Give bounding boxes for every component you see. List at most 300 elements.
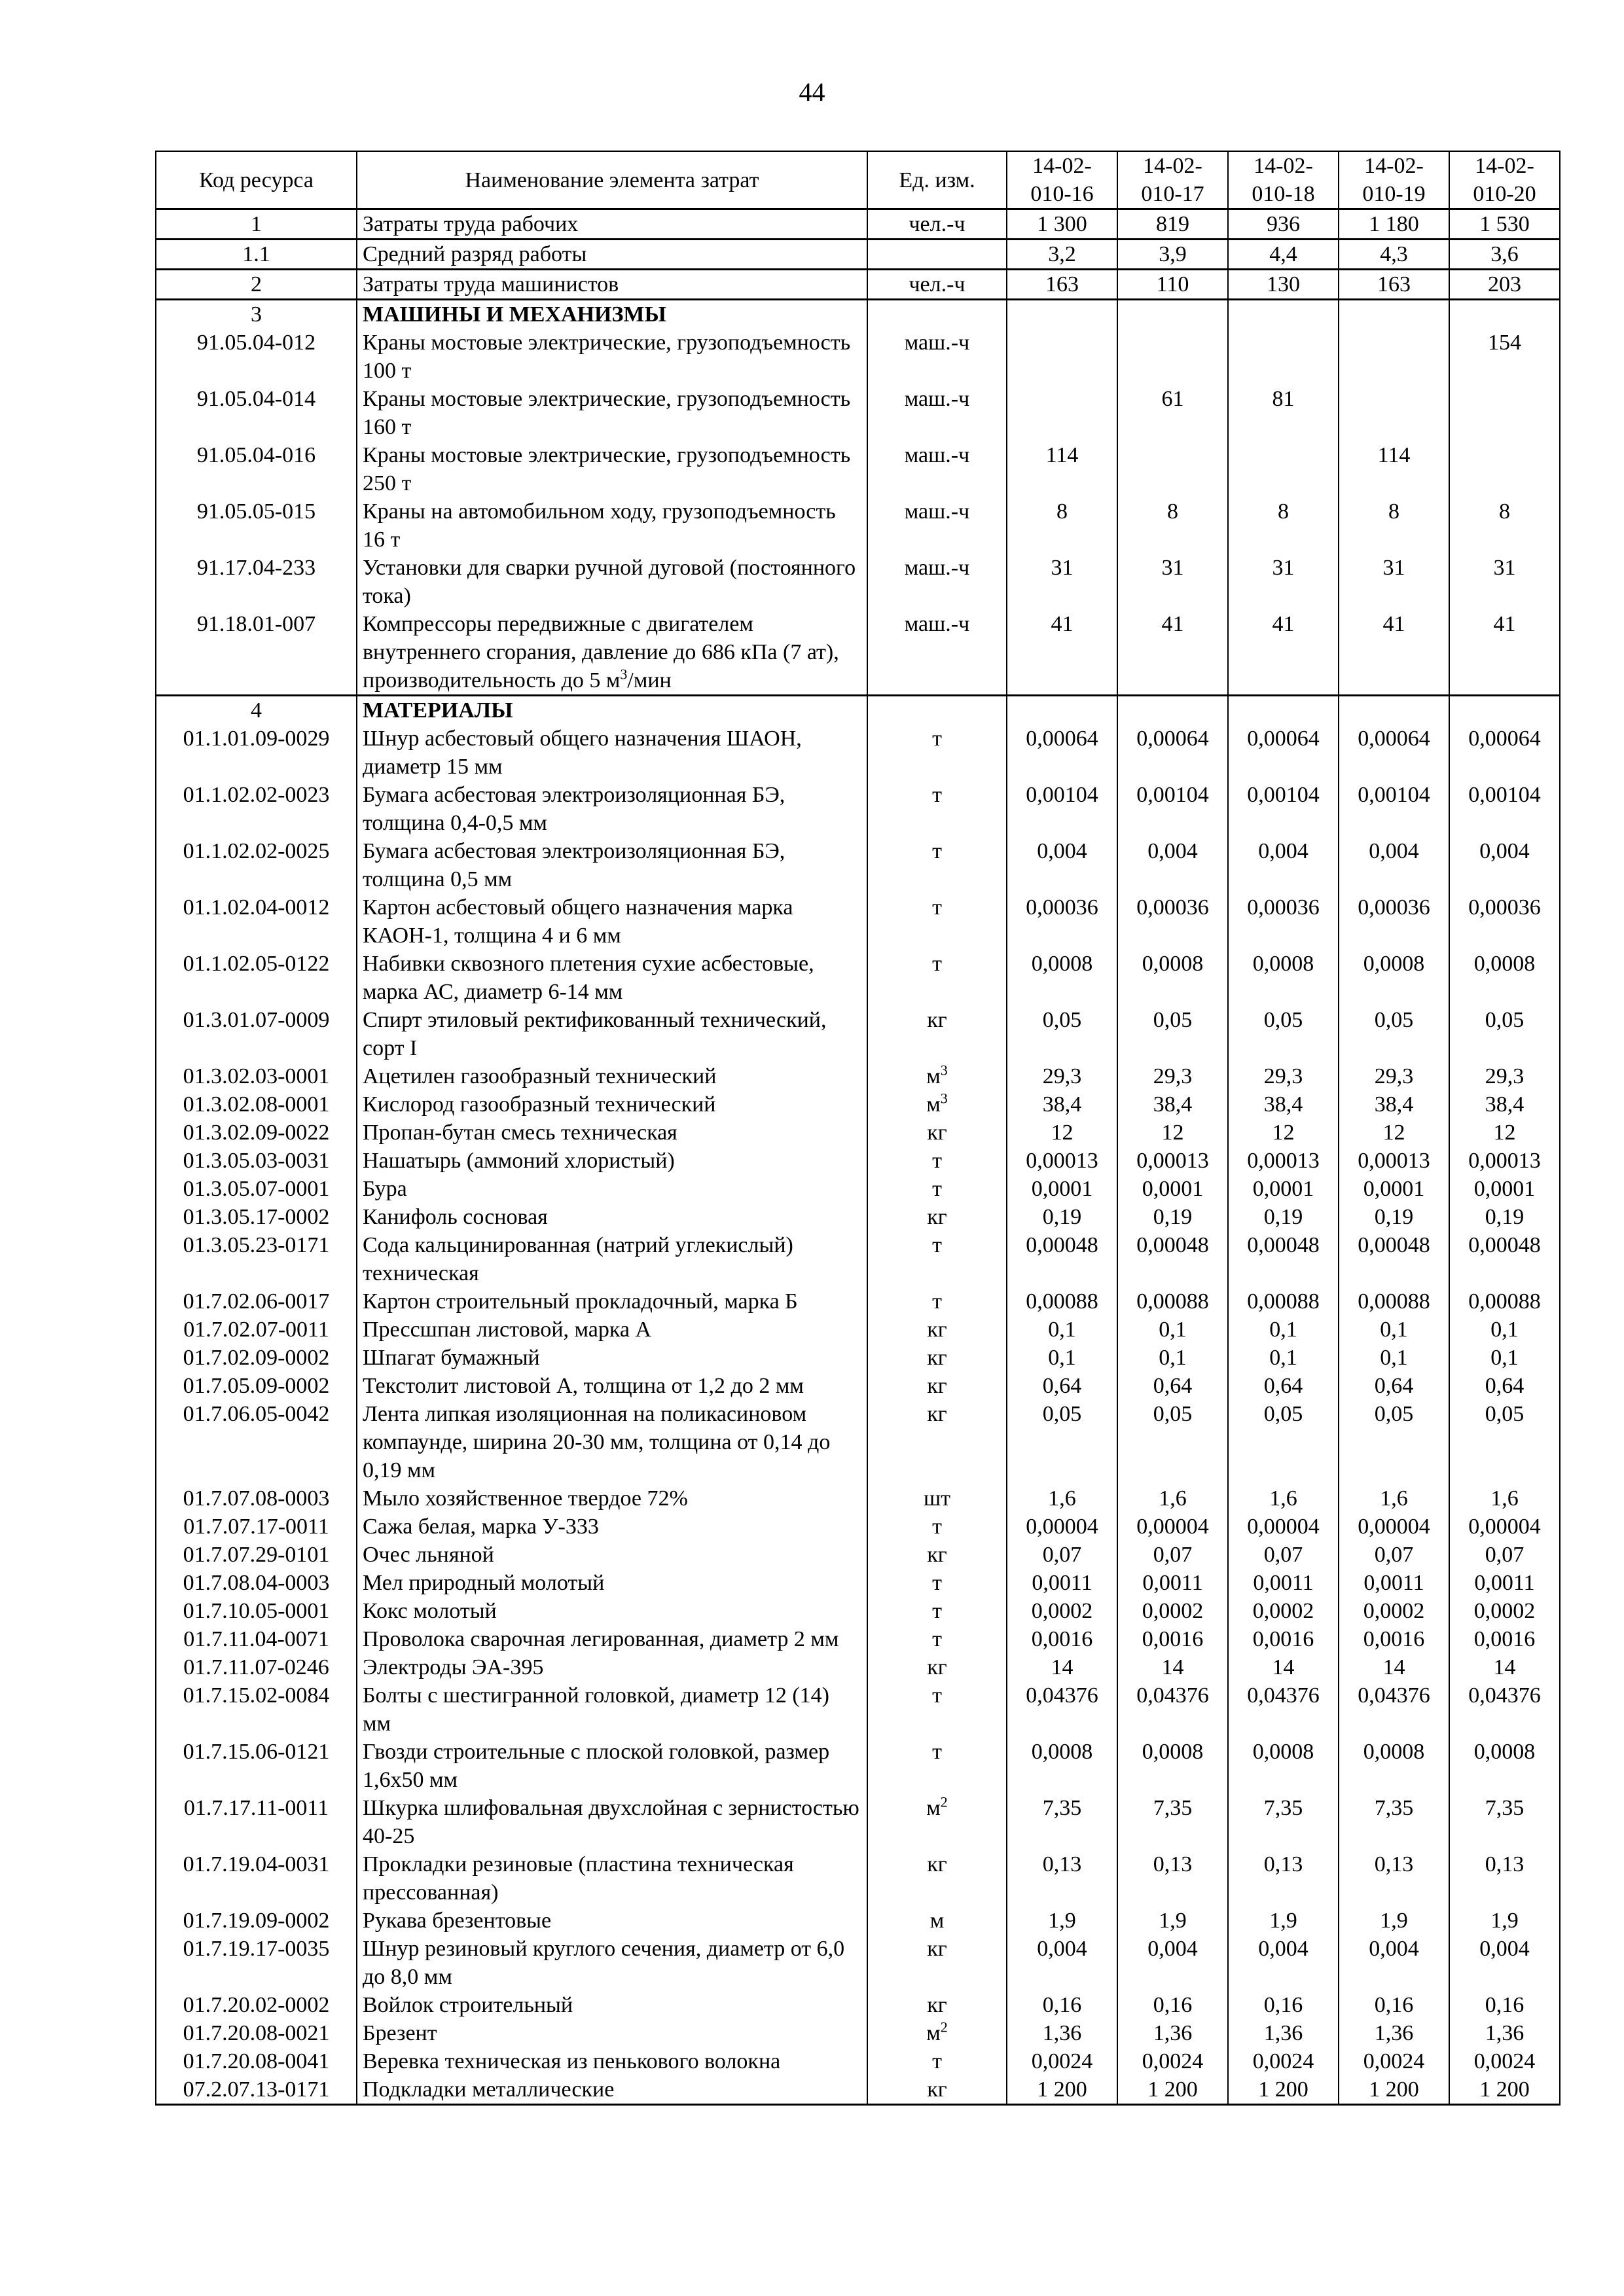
unit-cell: кг [867, 1541, 1007, 1569]
value-cell: 1,9 [1228, 1907, 1339, 1935]
cost-element-name-cell: Краны мостовые электрические, грузоподъемность 160 т [357, 385, 867, 441]
resource-code-cell: 01.3.02.08-0001 [156, 1090, 357, 1119]
cost-element-name-cell: Лента липкая изоляционная на поликасиновом компаунде, ширина 20-30 мм, толщина от 0,14 до 0,19 мм [357, 1400, 867, 1484]
cost-element-name-cell: Текстолит листовой А, толщина от 1,2 до 2 мм [357, 1372, 867, 1400]
value-cell: 0,0002 [1449, 1597, 1560, 1625]
header-variant: 14-02- 010-18 [1228, 151, 1339, 209]
resource-code-cell: 91.18.01-007 [156, 610, 357, 696]
value-cell: 29,3 [1007, 1062, 1117, 1090]
value-cell: 0,00036 [1228, 893, 1339, 950]
cost-element-name-cell: МАШИНЫ И МЕХАНИЗМЫ [357, 300, 867, 329]
value-cell: 38,4 [1007, 1090, 1117, 1119]
value-cell: 0,00048 [1228, 1231, 1339, 1287]
cost-element-name-cell: Веревка техническая из пенькового волокна [357, 2047, 867, 2075]
value-cell: 0,19 [1117, 1203, 1228, 1231]
value-cell: 0,004 [1117, 837, 1228, 893]
value-cell: 0,0001 [1007, 1175, 1117, 1203]
resource-code-cell: 2 [156, 270, 357, 300]
unit-cell: кг [867, 1653, 1007, 1681]
value-cell [1228, 329, 1339, 385]
unit-cell: кг [867, 1400, 1007, 1484]
resource-code-cell: 91.05.04-016 [156, 441, 357, 497]
value-cell: 0,00004 [1449, 1513, 1560, 1541]
value-cell: 0,05 [1228, 1400, 1339, 1484]
table-header-row [156, 151, 1560, 209]
header-variant: 14-02- 010-17 [1117, 151, 1228, 209]
value-cell: 0,00013 [1339, 1147, 1449, 1175]
value-cell [1449, 696, 1560, 725]
resource-code-cell: 01.7.07.08-0003 [156, 1484, 357, 1513]
unit-cell: т [867, 1597, 1007, 1625]
value-cell [1117, 441, 1228, 497]
table-row [156, 1738, 1560, 1794]
value-cell: 0,00104 [1117, 781, 1228, 837]
unit-cell: т [867, 2047, 1007, 2075]
table-row [156, 1147, 1560, 1175]
table-row [156, 329, 1560, 385]
value-cell: 0,00048 [1117, 1231, 1228, 1287]
cost-element-name-cell: Компрессоры передвижные с двигателем внутреннего сгорания, давление до 686 кПа (7 ат), производительность до 5 $м^3$/мин [357, 610, 867, 696]
value-cell: 0,16 [1117, 1991, 1228, 2019]
value-cell: 1,9 [1117, 1907, 1228, 1935]
unit-cell: т [867, 725, 1007, 781]
value-cell [1339, 329, 1449, 385]
cost-element-name-cell: Ацетилен газообразный технический [357, 1062, 867, 1090]
value-cell: 0,00088 [1228, 1287, 1339, 1316]
value-cell: 0,07 [1007, 1541, 1117, 1569]
value-cell: 0,07 [1339, 1541, 1449, 1569]
header-code: Код ресурса [156, 151, 357, 209]
value-cell: 0,1 [1007, 1316, 1117, 1344]
resource-code-cell: 01.3.02.09-0022 [156, 1119, 357, 1147]
resource-code-cell: 01.3.05.23-0171 [156, 1231, 357, 1287]
unit-cell: т [867, 1513, 1007, 1541]
value-cell: 31 [1449, 554, 1560, 610]
unit-cell: шт [867, 1484, 1007, 1513]
unit-cell: кг [867, 1850, 1007, 1907]
value-cell: 0,00004 [1117, 1513, 1228, 1541]
unit-cell: $м^2$ [867, 2019, 1007, 2047]
table-row [156, 1372, 1560, 1400]
resource-code-cell: 01.7.05.09-0002 [156, 1372, 357, 1400]
value-cell: 0,0001 [1449, 1175, 1560, 1203]
table-row [156, 1625, 1560, 1653]
resource-code-cell: 01.7.10.05-0001 [156, 1597, 357, 1625]
value-cell: 0,19 [1339, 1203, 1449, 1231]
value-cell: 0,05 [1339, 1006, 1449, 1062]
value-cell: 0,13 [1449, 1850, 1560, 1907]
value-cell: 0,04376 [1007, 1681, 1117, 1738]
value-cell: 1 300 [1007, 209, 1117, 240]
value-cell: 0,05 [1117, 1006, 1228, 1062]
unit-cell [867, 300, 1007, 329]
value-cell: 0,19 [1228, 1203, 1339, 1231]
value-cell: 12 [1117, 1119, 1228, 1147]
unit-cell: маш.-ч [867, 385, 1007, 441]
resource-code-cell: 01.7.07.29-0101 [156, 1541, 357, 1569]
value-cell: 0,64 [1449, 1372, 1560, 1400]
value-cell: 14 [1117, 1653, 1228, 1681]
unit-cell: маш.-ч [867, 329, 1007, 385]
cost-element-name-cell: Рукава брезентовые [357, 1907, 867, 1935]
table-row [156, 1484, 1560, 1513]
value-cell: 0,0024 [1117, 2047, 1228, 2075]
value-cell: 0,00104 [1449, 781, 1560, 837]
unit-cell: кг [867, 1344, 1007, 1372]
value-cell: 1,6 [1228, 1484, 1339, 1513]
value-cell: 0,64 [1117, 1372, 1228, 1400]
value-cell: 1,36 [1449, 2019, 1560, 2047]
value-cell [1449, 300, 1560, 329]
value-cell: 3,2 [1007, 240, 1117, 270]
value-cell: 38,4 [1117, 1090, 1228, 1119]
value-cell: 0,1 [1007, 1344, 1117, 1372]
value-cell: 0,004 [1007, 1935, 1117, 1991]
value-cell: 0,13 [1117, 1850, 1228, 1907]
value-cell: 0,0008 [1007, 1738, 1117, 1794]
value-cell: 0,1 [1117, 1316, 1228, 1344]
cost-element-name-cell: Болты с шестигранной головкой, диаметр 12 (14) мм [357, 1681, 867, 1738]
cost-element-name-cell: Пропан-бутан смесь техническая [357, 1119, 867, 1147]
cost-element-name-cell: Сода кальцинированная (натрий углекислый) техническая [357, 1231, 867, 1287]
value-cell [1339, 696, 1449, 725]
value-cell: 0,0016 [1449, 1625, 1560, 1653]
value-cell: 1 200 [1007, 2075, 1117, 2105]
value-cell: 0,04376 [1339, 1681, 1449, 1738]
value-cell: 4,4 [1228, 240, 1339, 270]
table-row [156, 1175, 1560, 1203]
table-row [156, 1400, 1560, 1484]
value-cell: 0,16 [1339, 1991, 1449, 2019]
value-cell: 0,05 [1449, 1006, 1560, 1062]
unit-cell: кг [867, 1006, 1007, 1062]
value-cell: 29,3 [1339, 1062, 1449, 1090]
value-cell: 0,19 [1007, 1203, 1117, 1231]
value-cell: 0,0008 [1117, 950, 1228, 1006]
value-cell: 1 200 [1339, 2075, 1449, 2105]
value-cell: 936 [1228, 209, 1339, 240]
unit-cell: т [867, 950, 1007, 1006]
cost-element-name-cell: Канифоль сосновая [357, 1203, 867, 1231]
resource-code-cell: 01.7.08.04-0003 [156, 1569, 357, 1597]
value-cell: 7,35 [1007, 1794, 1117, 1850]
unit-cell: т [867, 781, 1007, 837]
resource-code-cell: 01.7.19.17-0035 [156, 1935, 357, 1991]
unit-cell: т [867, 1231, 1007, 1287]
value-cell: 0,0016 [1007, 1625, 1117, 1653]
value-cell: 81 [1228, 385, 1339, 441]
unit-cell: кг [867, 1316, 1007, 1344]
value-cell: 114 [1339, 441, 1449, 497]
value-cell: 0,0002 [1228, 1597, 1339, 1625]
value-cell: 0,0016 [1339, 1625, 1449, 1653]
value-cell: 0,0008 [1007, 950, 1117, 1006]
value-cell: 1,6 [1007, 1484, 1117, 1513]
table-row [156, 1541, 1560, 1569]
resource-code-cell: 01.1.02.04-0012 [156, 893, 357, 950]
unit-cell: м [867, 1907, 1007, 1935]
value-cell: 0,0002 [1007, 1597, 1117, 1625]
value-cell: 61 [1117, 385, 1228, 441]
value-cell: 819 [1117, 209, 1228, 240]
value-cell: 0,1 [1117, 1344, 1228, 1372]
value-cell: 0,05 [1449, 1400, 1560, 1484]
resource-code-cell: 01.1.02.05-0122 [156, 950, 357, 1006]
value-cell: 1 200 [1117, 2075, 1228, 2105]
value-cell: 31 [1339, 554, 1449, 610]
value-cell: 203 [1449, 270, 1560, 300]
value-cell: 12 [1449, 1119, 1560, 1147]
value-cell: 0,00036 [1117, 893, 1228, 950]
value-cell: 31 [1228, 554, 1339, 610]
unit-cell: т [867, 1625, 1007, 1653]
value-cell: 0,00004 [1007, 1513, 1117, 1541]
unit-cell: $м^3$ [867, 1090, 1007, 1119]
value-cell: 1,36 [1339, 2019, 1449, 2047]
value-cell [1228, 300, 1339, 329]
value-cell [1007, 385, 1117, 441]
value-cell: 41 [1339, 610, 1449, 696]
resource-code-cell: 01.7.15.06-0121 [156, 1738, 357, 1794]
value-cell: 0,64 [1228, 1372, 1339, 1400]
cost-element-name-cell: Набивки сквозного плетения сухие асбестовые, марка АС, диаметр 6-14 мм [357, 950, 867, 1006]
table-body [156, 209, 1560, 2105]
value-cell: 8 [1117, 497, 1228, 554]
value-cell: 0,00064 [1117, 725, 1228, 781]
resource-code-cell: 01.7.02.09-0002 [156, 1344, 357, 1372]
cost-element-name-cell: Шкурка шлифовальная двухслойная с зернистостью 40-25 [357, 1794, 867, 1850]
value-cell: 38,4 [1339, 1090, 1449, 1119]
value-cell: 0,0024 [1228, 2047, 1339, 2075]
table-row [156, 1287, 1560, 1316]
unit-cell [867, 696, 1007, 725]
value-cell: 1 180 [1339, 209, 1449, 240]
value-cell: 0,0011 [1339, 1569, 1449, 1597]
value-cell: 0,00036 [1339, 893, 1449, 950]
value-cell: 1 530 [1449, 209, 1560, 240]
value-cell: 0,004 [1449, 837, 1560, 893]
cost-element-name-cell: Шпагат бумажный [357, 1344, 867, 1372]
resource-code-cell: 01.7.19.09-0002 [156, 1907, 357, 1935]
value-cell: 41 [1117, 610, 1228, 696]
value-cell: 0,00088 [1449, 1287, 1560, 1316]
value-cell: 38,4 [1449, 1090, 1560, 1119]
cost-element-name-cell: Картон строительный прокладочный, марка Б [357, 1287, 867, 1316]
table-row [156, 300, 1560, 329]
resource-code-cell: 01.7.17.11-0011 [156, 1794, 357, 1850]
resource-code-cell: 01.7.02.07-0011 [156, 1316, 357, 1344]
cost-element-name-cell: Очес льняной [357, 1541, 867, 1569]
resource-code-cell: 1.1 [156, 240, 357, 270]
resource-code-cell: 3 [156, 300, 357, 329]
value-cell: 0,05 [1228, 1006, 1339, 1062]
table-row [156, 1935, 1560, 1991]
value-cell: 0,1 [1449, 1316, 1560, 1344]
value-cell: 0,00036 [1449, 893, 1560, 950]
table-row [156, 1090, 1560, 1119]
value-cell: 3,6 [1449, 240, 1560, 270]
value-cell: 0,00104 [1007, 781, 1117, 837]
value-cell: 12 [1339, 1119, 1449, 1147]
cost-element-name-cell: Мел природный молотый [357, 1569, 867, 1597]
cost-element-name-cell: Краны на автомобильном ходу, грузоподъемность 16 т [357, 497, 867, 554]
value-cell: 12 [1007, 1119, 1117, 1147]
value-cell: 0,0011 [1449, 1569, 1560, 1597]
value-cell: 0,0008 [1339, 1738, 1449, 1794]
value-cell: 0,64 [1339, 1372, 1449, 1400]
value-cell: 130 [1228, 270, 1339, 300]
value-cell: 31 [1117, 554, 1228, 610]
value-cell: 14 [1449, 1653, 1560, 1681]
unit-cell: маш.-ч [867, 497, 1007, 554]
cost-element-name-cell: Бумага асбестовая электроизоляционная БЭ, толщина 0,5 мм [357, 837, 867, 893]
resource-code-cell: 01.3.05.03-0031 [156, 1147, 357, 1175]
value-cell: 0,0002 [1339, 1597, 1449, 1625]
table-row [156, 1119, 1560, 1147]
value-cell: 14 [1007, 1653, 1117, 1681]
cost-element-name-cell: Шнур резиновый круглого сечения, диаметр от 6,0 до 8,0 мм [357, 1935, 867, 1991]
value-cell: 163 [1007, 270, 1117, 300]
page-number: 44 [799, 77, 825, 107]
value-cell: 0,00013 [1228, 1147, 1339, 1175]
value-cell: 0,004 [1228, 837, 1339, 893]
value-cell: 0,0024 [1339, 2047, 1449, 2075]
value-cell: 163 [1339, 270, 1449, 300]
value-cell [1007, 329, 1117, 385]
value-cell: 41 [1449, 610, 1560, 696]
value-cell: 0,1 [1228, 1316, 1339, 1344]
table-row [156, 1991, 1560, 2019]
resource-code-cell: 01.3.02.03-0001 [156, 1062, 357, 1090]
value-cell: 0,13 [1339, 1850, 1449, 1907]
header-variant: 14-02- 010-20 [1449, 151, 1560, 209]
value-cell: 1 200 [1449, 2075, 1560, 2105]
value-cell: 0,05 [1007, 1006, 1117, 1062]
value-cell: 0,0011 [1228, 1569, 1339, 1597]
unit-cell: маш.-ч [867, 610, 1007, 696]
table-row [156, 2075, 1560, 2105]
resource-code-cell: 4 [156, 696, 357, 725]
value-cell: 0,05 [1339, 1400, 1449, 1484]
cost-element-name-cell: Подкладки металлические [357, 2075, 867, 2105]
value-cell: 0,00088 [1117, 1287, 1228, 1316]
value-cell: 0,05 [1117, 1400, 1228, 1484]
unit-cell: кг [867, 1203, 1007, 1231]
cost-element-name-cell: Кокс молотый [357, 1597, 867, 1625]
table-row [156, 2019, 1560, 2047]
unit-cell: кг [867, 1935, 1007, 1991]
table-row [156, 240, 1560, 270]
value-cell: 0,0008 [1449, 950, 1560, 1006]
table-row [156, 1513, 1560, 1541]
value-cell: 0,00104 [1228, 781, 1339, 837]
resource-code-cell: 07.2.07.13-0171 [156, 2075, 357, 2105]
cost-element-name-cell: Сажа белая, марка У-333 [357, 1513, 867, 1541]
unit-cell: т [867, 1681, 1007, 1738]
value-cell [1339, 385, 1449, 441]
value-cell: 0,004 [1117, 1935, 1228, 1991]
value-cell: 0,0001 [1228, 1175, 1339, 1203]
value-cell [1449, 385, 1560, 441]
unit-cell: кг [867, 1991, 1007, 2019]
value-cell: 110 [1117, 270, 1228, 300]
value-cell: 0,0011 [1117, 1569, 1228, 1597]
value-cell: 0,0008 [1339, 950, 1449, 1006]
value-cell: 0,0001 [1117, 1175, 1228, 1203]
table-row [156, 893, 1560, 950]
value-cell: 1,36 [1007, 2019, 1117, 2047]
value-cell: 114 [1007, 441, 1117, 497]
cost-element-name-cell: Кислород газообразный технический [357, 1090, 867, 1119]
cost-element-name-cell: Гвозди строительные с плоской головкой, размер 1,6х50 мм [357, 1738, 867, 1794]
cost-element-name-cell: Спирт этиловый ректификованный технический, сорт I [357, 1006, 867, 1062]
value-cell: 0,00088 [1007, 1287, 1117, 1316]
unit-cell: $м^2$ [867, 1794, 1007, 1850]
resource-code-cell: 01.7.20.02-0002 [156, 1991, 357, 2019]
unit-cell: маш.-ч [867, 554, 1007, 610]
value-cell: 1,6 [1117, 1484, 1228, 1513]
value-cell: 1,9 [1449, 1907, 1560, 1935]
value-cell: 29,3 [1449, 1062, 1560, 1090]
value-cell: 0,0008 [1117, 1738, 1228, 1794]
value-cell: 0,04376 [1117, 1681, 1228, 1738]
value-cell: 0,00088 [1339, 1287, 1449, 1316]
value-cell: 0,00004 [1339, 1513, 1449, 1541]
resource-code-cell: 01.7.02.06-0017 [156, 1287, 357, 1316]
table-row [156, 1681, 1560, 1738]
value-cell: 0,0024 [1007, 2047, 1117, 2075]
table-row [156, 1231, 1560, 1287]
table-row [156, 497, 1560, 554]
value-cell: 154 [1449, 329, 1560, 385]
value-cell: 38,4 [1228, 1090, 1339, 1119]
unit-cell: $м^3$ [867, 1062, 1007, 1090]
value-cell: 0,05 [1007, 1400, 1117, 1484]
value-cell: 0,0016 [1117, 1625, 1228, 1653]
table-row [156, 554, 1560, 610]
value-cell [1007, 696, 1117, 725]
cost-element-name-cell: Шнур асбестовый общего назначения ШАОН, диаметр 15 мм [357, 725, 867, 781]
resource-code-cell: 01.7.11.07-0246 [156, 1653, 357, 1681]
value-cell: 1,36 [1228, 2019, 1339, 2047]
table-row [156, 1344, 1560, 1372]
unit-cell: т [867, 1147, 1007, 1175]
value-cell [1228, 696, 1339, 725]
unit-cell: т [867, 1569, 1007, 1597]
value-cell: 0,00048 [1007, 1231, 1117, 1287]
cost-element-name-cell: Средний разряд работы [357, 240, 867, 270]
value-cell: 0,00048 [1339, 1231, 1449, 1287]
value-cell: 0,004 [1339, 837, 1449, 893]
value-cell: 0,00064 [1449, 725, 1560, 781]
value-cell: 8 [1339, 497, 1449, 554]
unit-cell: т [867, 893, 1007, 950]
header-name: Наименование элемента затрат [357, 151, 867, 209]
table-row [156, 950, 1560, 1006]
unit-cell: т [867, 1175, 1007, 1203]
value-cell: 0,00064 [1339, 725, 1449, 781]
value-cell [1449, 441, 1560, 497]
cost-element-name-cell: Нашатырь (аммоний хлористый) [357, 1147, 867, 1175]
value-cell: 1,9 [1007, 1907, 1117, 1935]
resource-code-cell: 91.05.04-014 [156, 385, 357, 441]
unit-cell: чел.-ч [867, 209, 1007, 240]
value-cell: 7,35 [1117, 1794, 1228, 1850]
cost-element-name-cell: Бумага асбестовая электроизоляционная БЭ, толщина 0,4-0,5 мм [357, 781, 867, 837]
value-cell: 0,004 [1228, 1935, 1339, 1991]
cost-element-name-cell: Прессшпан листовой, марка А [357, 1316, 867, 1344]
table-row [156, 696, 1560, 725]
